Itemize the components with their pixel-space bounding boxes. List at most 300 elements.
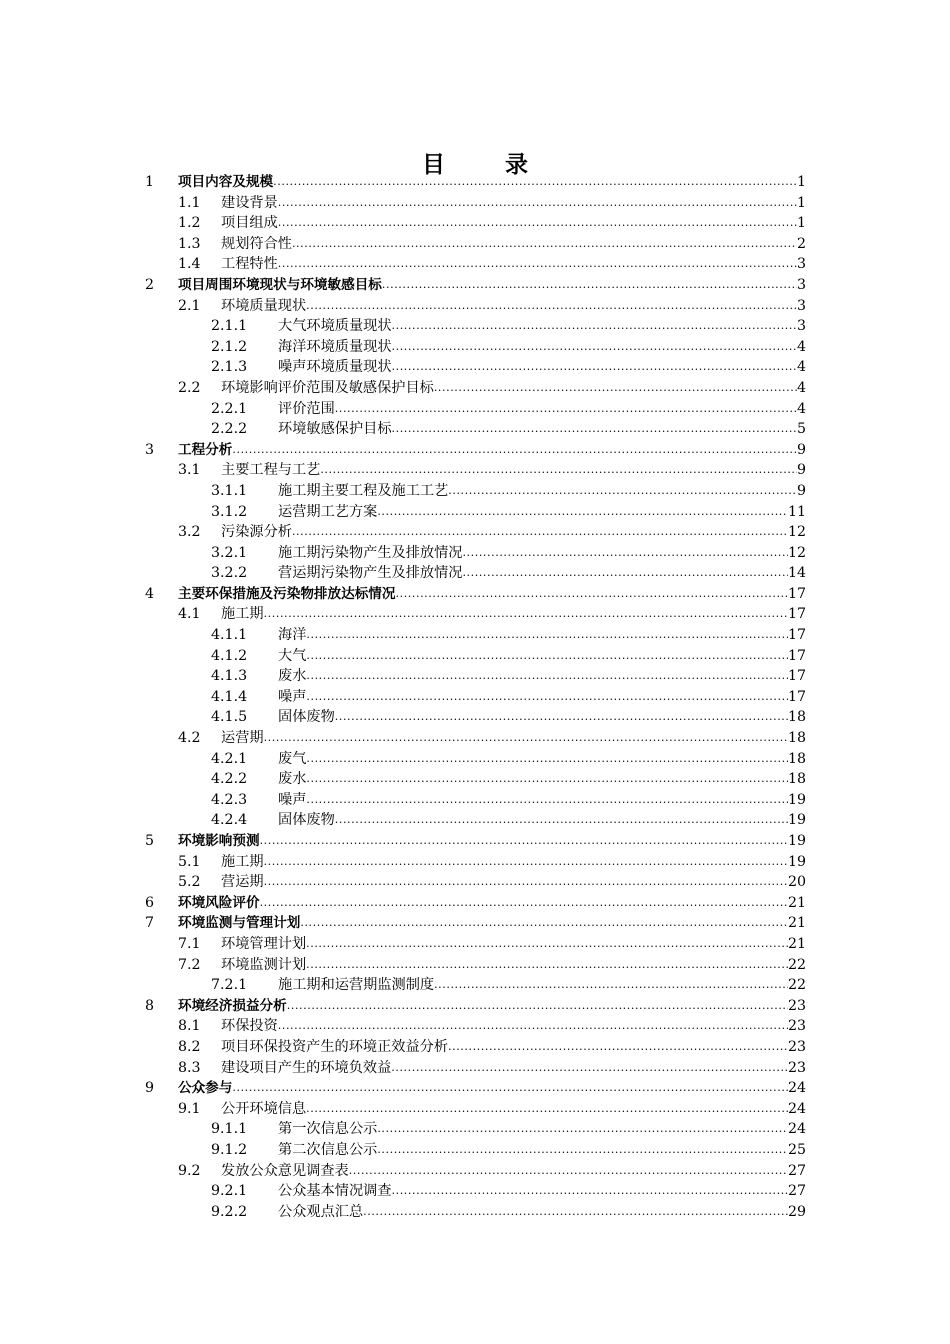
toc-entry-title[interactable]: 污染源分析 — [221, 524, 292, 541]
toc-entry-page: 24 — [787, 1080, 806, 1097]
toc-entry-number: 9.2 — [178, 1162, 201, 1179]
toc-entry-number: 9 — [145, 1080, 155, 1097]
toc-entry-title[interactable]: 评价范围 — [278, 400, 335, 417]
toc-entry-page: 21 — [787, 935, 806, 952]
toc-entry-number: 3.2 — [178, 524, 201, 541]
toc-entry-page: 12 — [787, 524, 806, 541]
toc-entry-number: 4.2.3 — [211, 791, 248, 808]
toc-entry-number: 3 — [145, 441, 155, 458]
toc-entry-line — [278, 337, 806, 358]
toc-entry[interactable] — [0, 893, 950, 914]
toc-entry-number: 3.1.2 — [211, 503, 248, 520]
toc-entry-title[interactable]: 发放公众意见调查表 — [221, 1162, 349, 1179]
toc-entry[interactable] — [0, 337, 950, 358]
toc-entry-page: 4 — [796, 338, 806, 355]
toc-entry-line — [178, 831, 806, 852]
toc-entry-title[interactable]: 海洋环境质量现状 — [278, 338, 392, 355]
toc-entry-title[interactable]: 废气 — [278, 750, 307, 767]
toc-entry-line — [278, 1202, 806, 1223]
toc-dot-leader — [434, 975, 788, 996]
toc-entry-title[interactable]: 环境敏感保护目标 — [278, 421, 392, 438]
toc-entry-title[interactable]: 项目内容及规模 — [178, 174, 274, 190]
toc-entry-number: 1.1 — [178, 194, 201, 211]
toc-entry-title[interactable]: 公开环境信息 — [221, 1100, 307, 1117]
toc-entry[interactable] — [0, 1140, 950, 1161]
toc-entry-number: 7 — [145, 915, 155, 932]
toc-entry-number: 4.2.2 — [211, 771, 248, 788]
toc-entry-line — [178, 1078, 806, 1099]
toc-entry-line — [278, 357, 806, 378]
toc-entry-page: 1 — [796, 194, 806, 211]
toc-entry-title[interactable]: 建设背景 — [221, 194, 278, 211]
toc-entry-line — [221, 234, 806, 255]
toc-entry[interactable] — [0, 213, 950, 234]
toc-entry-page: 23 — [787, 997, 806, 1014]
toc-dot-leader — [278, 213, 797, 234]
toc-dot-leader — [335, 399, 797, 420]
toc-entry-line — [178, 893, 806, 914]
toc-entry[interactable] — [0, 1202, 950, 1223]
toc-entry-number: 4.2 — [178, 730, 201, 747]
toc-entry[interactable] — [0, 666, 950, 687]
toc-entry-page: 19 — [787, 833, 806, 849]
toc-entry-title[interactable]: 环保投资 — [221, 1018, 278, 1035]
toc-entry-line — [221, 254, 806, 275]
toc-entry-title[interactable]: 施工期污染物产生及排放情况 — [278, 544, 463, 561]
toc-entry-number: 9.2.1 — [211, 1183, 248, 1200]
table-of-contents — [0, 172, 950, 1222]
toc-entry-line — [278, 810, 806, 831]
toc-entry-title[interactable]: 项目组成 — [221, 215, 278, 232]
toc-entry[interactable] — [0, 769, 950, 790]
toc-entry-page: 17 — [787, 647, 806, 664]
toc-entry-line — [278, 749, 806, 770]
toc-entry[interactable] — [0, 419, 950, 440]
toc-entry-number: 1.2 — [178, 215, 201, 232]
toc-dot-leader — [392, 1181, 788, 1202]
toc-dot-leader — [260, 831, 788, 852]
toc-entry-title[interactable]: 环境监测计划 — [221, 956, 307, 973]
toc-entry-page: 27 — [787, 1183, 806, 1200]
toc-entry-number: 3.2.1 — [211, 544, 248, 561]
toc-entry-page: 18 — [787, 771, 806, 788]
toc-entry-line — [278, 419, 806, 440]
toc-entry[interactable] — [0, 254, 950, 275]
toc-entry-page: 4 — [796, 379, 806, 396]
toc-entry[interactable] — [0, 543, 950, 564]
toc-entry-number: 9.1 — [178, 1100, 201, 1117]
toc-entry-number: 2.1 — [178, 297, 201, 314]
toc-entry-title[interactable]: 营运期 — [221, 874, 264, 891]
toc-entry-number: 8.2 — [178, 1038, 201, 1055]
toc-entry-line — [221, 1037, 806, 1058]
toc-entry[interactable] — [0, 1161, 950, 1182]
toc-entry-line — [278, 399, 806, 420]
toc-entry-page: 25 — [787, 1141, 806, 1158]
toc-entry-number: 4.1 — [178, 606, 201, 623]
toc-dot-leader — [320, 460, 797, 481]
toc-entry[interactable] — [0, 357, 950, 378]
toc-entry-page: 9 — [796, 462, 806, 479]
toc-dot-leader — [377, 1140, 788, 1161]
toc-dot-leader — [273, 172, 797, 193]
toc-dot-leader — [260, 893, 788, 914]
toc-entry-number: 4 — [145, 585, 155, 602]
toc-dot-leader — [264, 852, 788, 873]
toc-entry[interactable] — [0, 872, 950, 893]
toc-entry[interactable] — [0, 687, 950, 708]
toc-entry-line — [278, 666, 806, 687]
toc-entry[interactable] — [0, 1078, 950, 1099]
toc-entry-number: 8 — [145, 997, 155, 1014]
toc-entry-line — [278, 707, 806, 728]
toc-dot-leader — [264, 604, 788, 625]
toc-entry-title[interactable]: 工程分析 — [178, 441, 233, 458]
toc-entry-title[interactable]: 环境质量现状 — [221, 297, 307, 314]
toc-entry-line — [221, 460, 806, 481]
toc-entry-title[interactable]: 工程特性 — [221, 256, 278, 273]
toc-entry-title[interactable]: 建设项目产生的环境负效益 — [221, 1059, 392, 1076]
toc-entry[interactable] — [0, 646, 950, 667]
toc-entry-number: 2.1.2 — [211, 338, 248, 355]
toc-entry[interactable] — [0, 378, 950, 399]
toc-entry-number: 1.4 — [178, 256, 201, 273]
toc-entry-line — [221, 1016, 806, 1037]
toc-entry[interactable] — [0, 749, 950, 770]
toc-dot-leader — [306, 625, 788, 646]
toc-entry-page: 22 — [787, 977, 806, 994]
toc-dot-leader — [232, 440, 797, 461]
toc-dot-leader — [377, 1119, 788, 1140]
toc-entry-line — [221, 728, 806, 749]
toc-entry-line — [221, 378, 806, 399]
toc-entry-number: 8.1 — [178, 1018, 201, 1035]
toc-entry[interactable] — [0, 996, 950, 1017]
toc-entry-line — [221, 193, 806, 214]
toc-entry-title[interactable]: 施工期和运营期监测制度 — [278, 977, 435, 994]
toc-entry-page: 19 — [787, 812, 806, 829]
toc-entry-line — [278, 543, 806, 564]
toc-entry[interactable] — [0, 790, 950, 811]
toc-entry-line — [221, 522, 806, 543]
toc-entry-line — [178, 584, 806, 605]
toc-entry-number: 4.2.1 — [211, 750, 248, 767]
toc-entry-title[interactable]: 规划符合性 — [221, 235, 292, 252]
toc-entry-page: 17 — [787, 606, 806, 623]
toc-entry-page: 29 — [787, 1203, 806, 1220]
toc-entry-title[interactable]: 施工期 — [221, 606, 264, 623]
toc-entry-title[interactable]: 大气 — [278, 647, 307, 664]
toc-dot-leader — [278, 193, 797, 214]
toc-entry-page: 19 — [787, 791, 806, 808]
toc-entry-line — [278, 790, 806, 811]
toc-entry-page: 21 — [787, 915, 806, 932]
toc-entry-title[interactable]: 废水 — [278, 771, 307, 788]
toc-dot-leader — [448, 1037, 788, 1058]
toc-dot-leader — [306, 790, 788, 811]
toc-dot-leader — [306, 1099, 788, 1120]
toc-entry-number: 2.2 — [178, 379, 201, 396]
toc-entry[interactable] — [0, 1037, 950, 1058]
toc-entry[interactable] — [0, 1016, 950, 1037]
toc-dot-leader — [335, 810, 788, 831]
toc-dot-leader — [306, 934, 788, 955]
toc-dot-leader — [306, 646, 788, 667]
toc-entry-page: 19 — [787, 853, 806, 870]
toc-entry-page: 18 — [787, 730, 806, 747]
toc-dot-leader — [306, 296, 797, 317]
toc-entry-number: 9.1.2 — [211, 1141, 248, 1158]
toc-dot-leader — [462, 563, 787, 584]
toc-entry-number: 6 — [145, 894, 155, 911]
toc-entry-title[interactable]: 项目周围环境现状与环境敏感目标 — [178, 276, 382, 293]
toc-entry-line — [278, 1181, 806, 1202]
toc-entry-page: 1 — [796, 215, 806, 232]
toc-entry-line — [278, 502, 806, 523]
toc-entry-title[interactable]: 固体废物 — [278, 812, 335, 829]
toc-entry-number: 4.1.2 — [211, 647, 248, 664]
toc-entry-page: 18 — [787, 750, 806, 767]
toc-entry-page: 11 — [787, 503, 806, 520]
toc-entry-number: 2 — [145, 276, 155, 293]
toc-entry-title[interactable]: 运营期 — [221, 730, 264, 747]
toc-entry[interactable] — [0, 1119, 950, 1140]
toc-entry-page: 9 — [796, 441, 806, 458]
toc-entry[interactable] — [0, 1058, 950, 1079]
toc-entry[interactable] — [0, 852, 950, 873]
toc-entry-page: 12 — [787, 544, 806, 561]
toc-entry-title[interactable]: 固体废物 — [278, 709, 335, 726]
toc-entry-title[interactable]: 公众观点汇总 — [278, 1203, 364, 1220]
toc-entry-number: 5.1 — [178, 853, 201, 870]
toc-entry-number: 7.2.1 — [211, 977, 248, 994]
toc-entry-title[interactable]: 环境管理计划 — [221, 935, 307, 952]
toc-entry[interactable] — [0, 399, 950, 420]
toc-entry-number: 4.1.5 — [211, 709, 248, 726]
toc-entry-title[interactable]: 项目环保投资产生的环境正效益分析 — [221, 1038, 449, 1055]
toc-dot-leader — [462, 543, 787, 564]
toc-entry-page: 17 — [787, 668, 806, 685]
toc-dot-leader — [306, 687, 788, 708]
toc-entry[interactable] — [0, 502, 950, 523]
toc-entry-line — [178, 275, 806, 296]
toc-entry-page: 17 — [787, 585, 806, 602]
toc-entry-line — [221, 604, 806, 625]
toc-entry-number: 7.1 — [178, 935, 201, 952]
toc-entry-number: 3.2.2 — [211, 565, 248, 582]
toc-entry-line — [278, 316, 806, 337]
toc-entry-page: 1 — [796, 174, 806, 190]
toc-entry-number: 5.2 — [178, 874, 201, 891]
toc-dot-leader — [363, 1202, 788, 1223]
toc-entry-line — [278, 1119, 806, 1140]
toc-entry-title[interactable]: 施工期主要工程及施工工艺 — [278, 482, 449, 499]
toc-entry-page: 3 — [796, 297, 806, 314]
toc-entry[interactable] — [0, 522, 950, 543]
toc-entry-page: 5 — [796, 421, 806, 438]
toc-entry[interactable] — [0, 275, 950, 296]
toc-entry-title[interactable]: 环境监测与管理计划 — [178, 915, 301, 932]
toc-entry-title[interactable]: 环境经济损益分析 — [178, 997, 287, 1014]
toc-dot-leader — [392, 337, 797, 358]
toc-entry-title[interactable]: 噪声 — [278, 688, 307, 705]
toc-dot-leader — [392, 357, 797, 378]
toc-dot-leader — [292, 234, 797, 255]
toc-entry-number: 2.1.3 — [211, 359, 248, 376]
toc-entry-number: 2.1.1 — [211, 318, 248, 335]
toc-entry[interactable] — [0, 955, 950, 976]
toc-dot-leader — [278, 254, 797, 275]
toc-dot-leader — [264, 872, 788, 893]
toc-entry-page: 21 — [787, 894, 806, 911]
toc-entry-page: 3 — [796, 318, 806, 335]
toc-entry-page: 17 — [787, 627, 806, 644]
toc-entry-line — [178, 996, 806, 1017]
toc-entry[interactable] — [0, 604, 950, 625]
toc-dot-leader — [292, 522, 788, 543]
toc-entry[interactable] — [0, 234, 950, 255]
toc-dot-leader — [278, 1016, 788, 1037]
toc-entry-number: 4.1.1 — [211, 627, 248, 644]
toc-dot-leader — [396, 584, 788, 605]
toc-entry-title[interactable]: 公众参与 — [178, 1080, 233, 1097]
toc-entry-title[interactable]: 环境影响评价范围及敏感保护目标 — [221, 379, 434, 396]
toc-entry[interactable] — [0, 1181, 950, 1202]
toc-dot-leader — [377, 502, 788, 523]
toc-dot-leader — [306, 749, 788, 770]
toc-entry-page: 23 — [787, 1038, 806, 1055]
toc-entry-line — [221, 852, 806, 873]
toc-entry[interactable] — [0, 707, 950, 728]
toc-entry-page: 24 — [787, 1121, 806, 1138]
toc-dot-leader — [306, 955, 788, 976]
toc-entry-title[interactable]: 公众基本情况调查 — [278, 1183, 392, 1200]
toc-dot-leader — [448, 481, 797, 502]
toc-entry-page: 2 — [796, 235, 806, 252]
toc-entry-line — [221, 213, 806, 234]
toc-entry-page: 27 — [787, 1162, 806, 1179]
toc-entry-title[interactable]: 主要环保措施及污染物排放达标情况 — [178, 585, 396, 602]
toc-entry-title[interactable]: 施工期 — [221, 853, 264, 870]
toc-entry[interactable] — [0, 810, 950, 831]
toc-entry[interactable] — [0, 172, 950, 193]
toc-entry-page: 20 — [787, 874, 806, 891]
toc-entry-title[interactable]: 营运期污染物产生及排放情况 — [278, 565, 463, 582]
toc-entry-page: 4 — [796, 400, 806, 417]
toc-entry-page: 4 — [796, 359, 806, 376]
toc-dot-leader — [392, 419, 797, 440]
toc-entry-title[interactable]: 大气环境质量现状 — [278, 318, 392, 335]
toc-entry-line — [278, 687, 806, 708]
toc-entry-page: 17 — [787, 688, 806, 705]
toc-entry-number: 1.3 — [178, 235, 201, 252]
toc-entry-title[interactable]: 噪声 — [278, 791, 307, 808]
toc-entry-page: 22 — [787, 956, 806, 973]
toc-dot-leader — [306, 769, 788, 790]
toc-entry-line — [221, 1058, 806, 1079]
toc-entry-number: 9.2.2 — [211, 1203, 248, 1220]
toc-entry-title[interactable]: 环境影响预测 — [178, 833, 260, 849]
toc-dot-leader — [264, 728, 788, 749]
toc-entry[interactable] — [0, 975, 950, 996]
toc-entry-number: 3.1 — [178, 462, 201, 479]
toc-entry[interactable] — [0, 913, 950, 934]
toc-entry-line — [221, 1161, 806, 1182]
toc-entry[interactable] — [0, 831, 950, 852]
toc-entry-page: 23 — [787, 1018, 806, 1035]
toc-dot-leader — [434, 378, 797, 399]
toc-entry-title[interactable]: 主要工程与工艺 — [221, 462, 321, 479]
toc-entry-line — [178, 440, 806, 461]
toc-entry-line — [278, 1140, 806, 1161]
toc-entry-number: 2.2.2 — [211, 421, 248, 438]
toc-entry-title[interactable]: 环境风险评价 — [178, 894, 260, 911]
toc-entry-title[interactable]: 噪声环境质量现状 — [278, 359, 392, 376]
toc-entry-line — [278, 975, 806, 996]
toc-dot-leader — [349, 1161, 788, 1182]
toc-entry-line — [221, 934, 806, 955]
toc-dot-leader — [306, 666, 788, 687]
toc-entry-line — [221, 1099, 806, 1120]
toc-entry-line — [278, 625, 806, 646]
toc-entry[interactable] — [0, 193, 950, 214]
toc-entry-page: 3 — [796, 256, 806, 273]
toc-entry[interactable] — [0, 316, 950, 337]
toc-dot-leader — [391, 1058, 788, 1079]
toc-entry-title[interactable]: 第二次信息公示 — [278, 1141, 378, 1158]
toc-entry-page: 9 — [796, 482, 806, 499]
toc-entry-number: 3.1.1 — [211, 482, 248, 499]
toc-entry-title[interactable]: 废水 — [278, 668, 307, 685]
toc-entry-title[interactable]: 第一次信息公示 — [278, 1121, 378, 1138]
toc-entry-number: 4.2.4 — [211, 812, 248, 829]
toc-entry-number: 2.2.1 — [211, 400, 248, 417]
toc-entry-page: 3 — [796, 276, 806, 293]
toc-entry-number: 4.1.4 — [211, 688, 248, 705]
toc-entry[interactable] — [0, 440, 950, 461]
toc-entry-page: 23 — [787, 1059, 806, 1076]
toc-entry-line — [278, 563, 806, 584]
toc-entry[interactable] — [0, 296, 950, 317]
toc-entry-line — [221, 872, 806, 893]
toc-entry-title[interactable]: 海洋 — [278, 627, 307, 644]
toc-entry-number: 8.3 — [178, 1059, 201, 1076]
toc-entry-number: 7.2 — [178, 956, 201, 973]
toc-entry[interactable] — [0, 728, 950, 749]
toc-entry-number: 9.1.1 — [211, 1121, 248, 1138]
toc-entry[interactable] — [0, 563, 950, 584]
toc-entry[interactable] — [0, 584, 950, 605]
toc-dot-leader — [335, 707, 788, 728]
toc-entry[interactable] — [0, 934, 950, 955]
toc-entry-number: 5 — [145, 833, 155, 849]
toc-entry[interactable] — [0, 1099, 950, 1120]
toc-entry-number: 4.1.3 — [211, 668, 248, 685]
toc-entry[interactable] — [0, 625, 950, 646]
toc-dot-leader — [287, 996, 788, 1017]
toc-entry-line — [278, 481, 806, 502]
toc-entry[interactable] — [0, 481, 950, 502]
toc-entry-line — [278, 646, 806, 667]
toc-dot-leader — [232, 1078, 788, 1099]
toc-entry-line — [221, 296, 806, 317]
toc-dot-leader — [382, 275, 797, 296]
toc-dot-leader — [300, 913, 788, 934]
toc-entry-number: 1 — [145, 174, 155, 190]
toc-entry[interactable] — [0, 460, 950, 481]
toc-entry-line — [221, 955, 806, 976]
toc-entry-title[interactable]: 运营期工艺方案 — [278, 503, 378, 520]
